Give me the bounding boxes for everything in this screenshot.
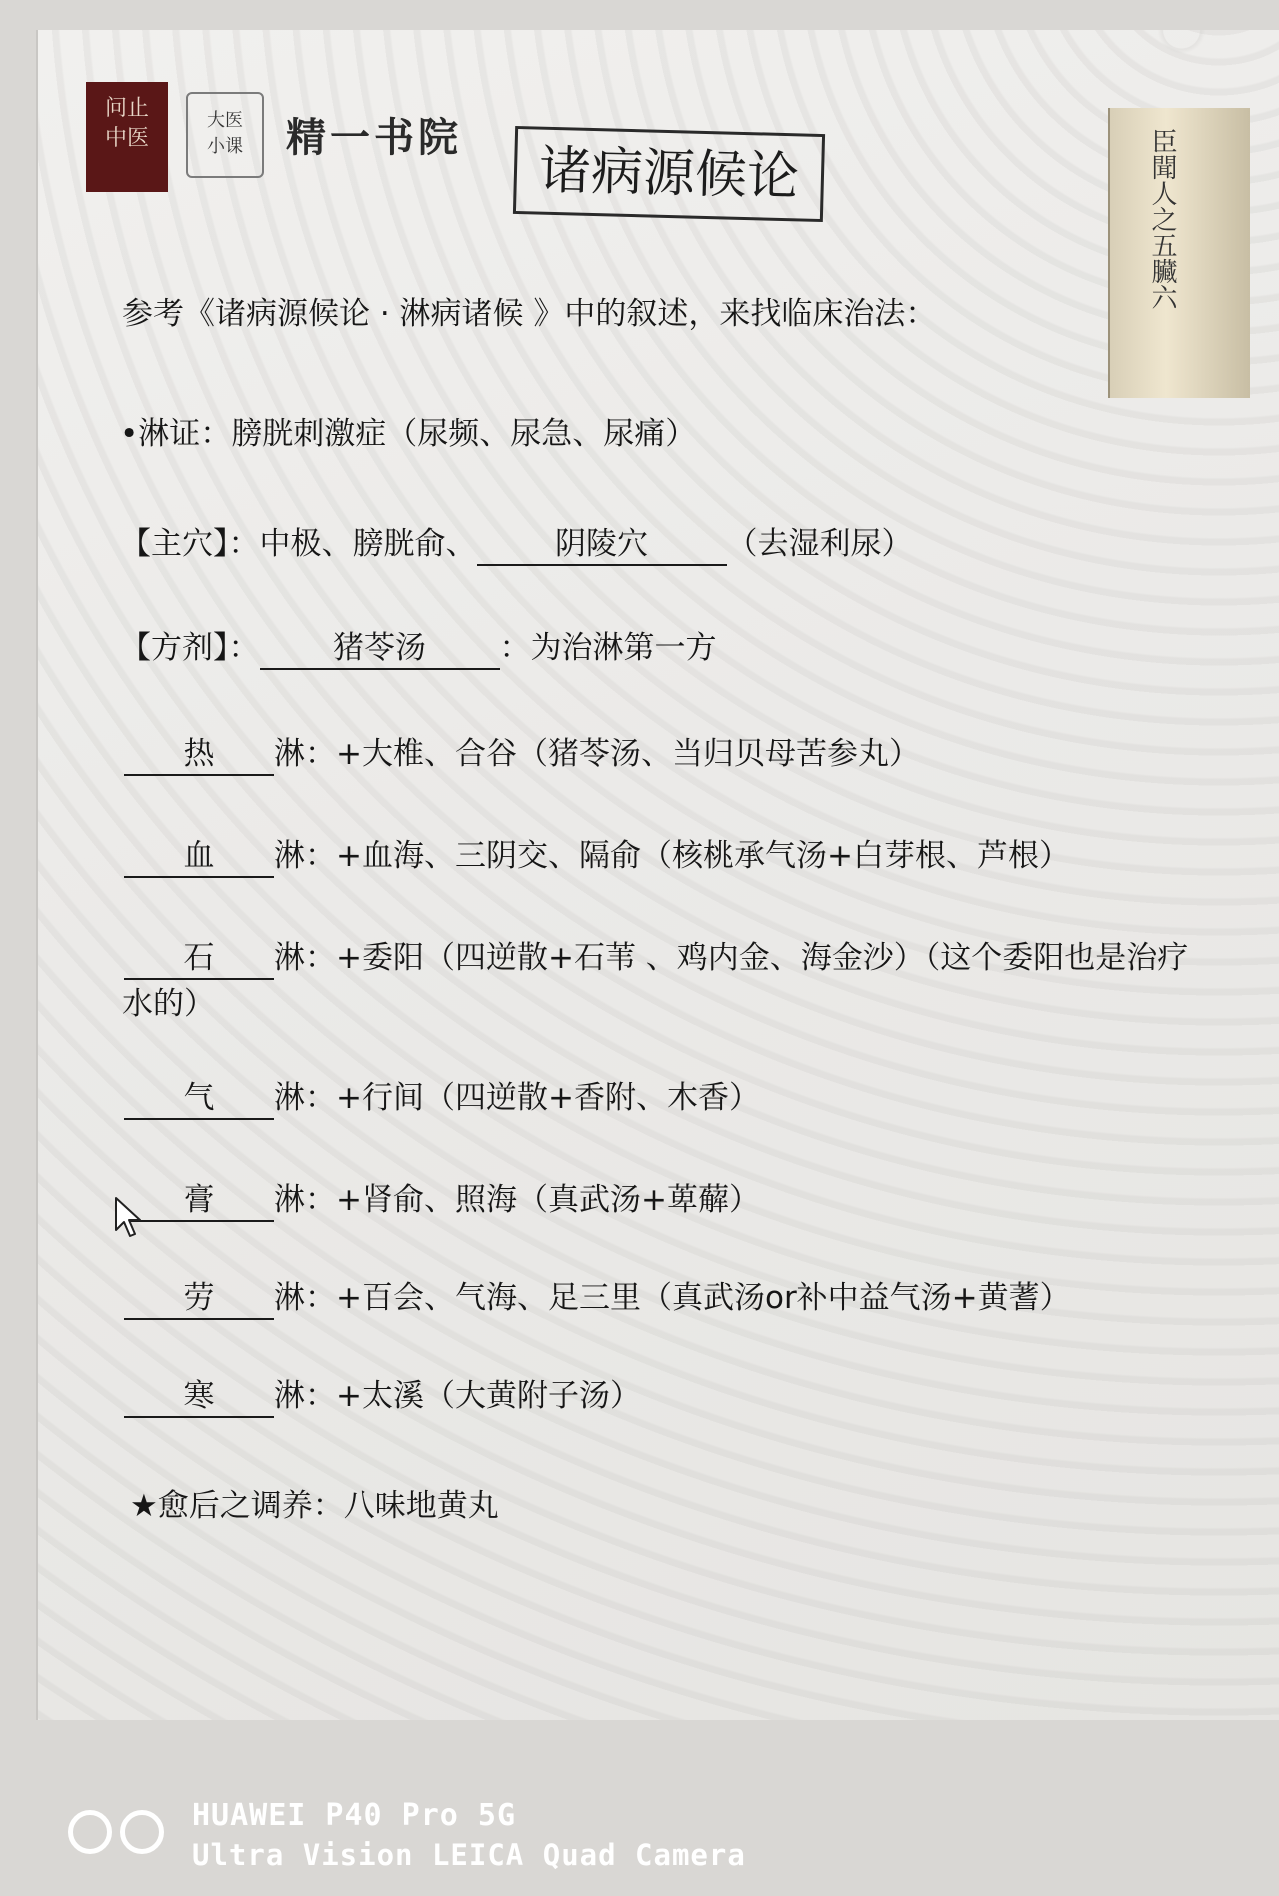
wenzhi-logo [86,82,168,192]
item-blank: 石 [124,938,274,980]
aftercare-line: ★愈后之调养：八味地黄丸 [130,1488,499,1524]
formula-note: ：为治淋第一方 [499,630,717,666]
dayi-logo [186,92,264,178]
main-acupoint-blank: 阴陵穴 [477,524,727,566]
list-item-continuation: 水的） [122,986,215,1022]
item-text: 淋：+百会、气海、足三里（真武汤or补中益气汤+黄蓍） [274,1280,1071,1316]
item-text: 淋：+肾俞、照海（真武汤+萆薢） [274,1182,760,1218]
list-item [124,836,1070,878]
logo1-line2: 中医 [104,126,149,151]
list-item [124,1078,760,1120]
main-acupoint-line [120,524,913,566]
logo2-line2: 小课 [207,136,243,157]
camera-model-text: HUAWEI P40 Pro 5G [192,1798,517,1833]
item-blank: 膏 [124,1180,274,1222]
intro-text: 参考《诸病源候论 · 淋病诸候 》中的叙述，来找临床治法： [122,296,937,332]
list-item [124,1376,641,1418]
ancient-book-text: 臣聞人之五臟六 [1147,128,1177,310]
item-blank: 热 [124,734,274,776]
linzheng-line: •淋证：膀胱刺激症（尿频、尿急、尿痛） [120,416,697,452]
item-blank: 寒 [124,1376,274,1418]
formula-line [120,628,717,670]
formula-label: 【方剂】： [120,630,260,666]
item-text: 淋：+行间（四逆散+香附、木香） [274,1080,760,1116]
item-text: 淋：+血海、三阴交、隔俞（核桃承气汤+白芽根、芦根） [274,838,1070,874]
jingyi-logo: 精一书院 [286,114,462,161]
list-item [124,1180,760,1222]
item-blank: 劳 [124,1278,274,1320]
camera-rings-icon [68,1810,172,1856]
formula-blank: 猪苓汤 [260,628,500,670]
logo1-line1: 问止 [104,96,149,121]
ancient-book-image [1108,108,1250,398]
item-blank: 气 [124,1078,274,1120]
camera-sub-text: Ultra Vision LEICA Quad Camera [192,1838,746,1872]
main-acupoint-label: 【主穴】：中极、膀胱俞、 [120,526,477,562]
mouse-cursor-icon [114,1196,142,1238]
list-item [124,734,920,776]
item-text: 淋：+大椎、合谷（猪苓汤、当归贝母苦参丸） [274,736,920,772]
list-item [124,1278,1071,1320]
item-text: 淋：+太溪（大黄附子汤） [274,1378,641,1414]
main-acupoint-note: （去湿利尿） [726,526,913,562]
list-item [124,938,1188,980]
item-text: 淋：+委阳（四逆散+石苇 、鸡内金、海金沙）（这个委阳也是治疗 [274,940,1189,976]
item-blank: 血 [124,836,274,878]
page-title: 诸病源候论 [513,126,825,222]
logo2-line1: 大医 [207,110,243,131]
